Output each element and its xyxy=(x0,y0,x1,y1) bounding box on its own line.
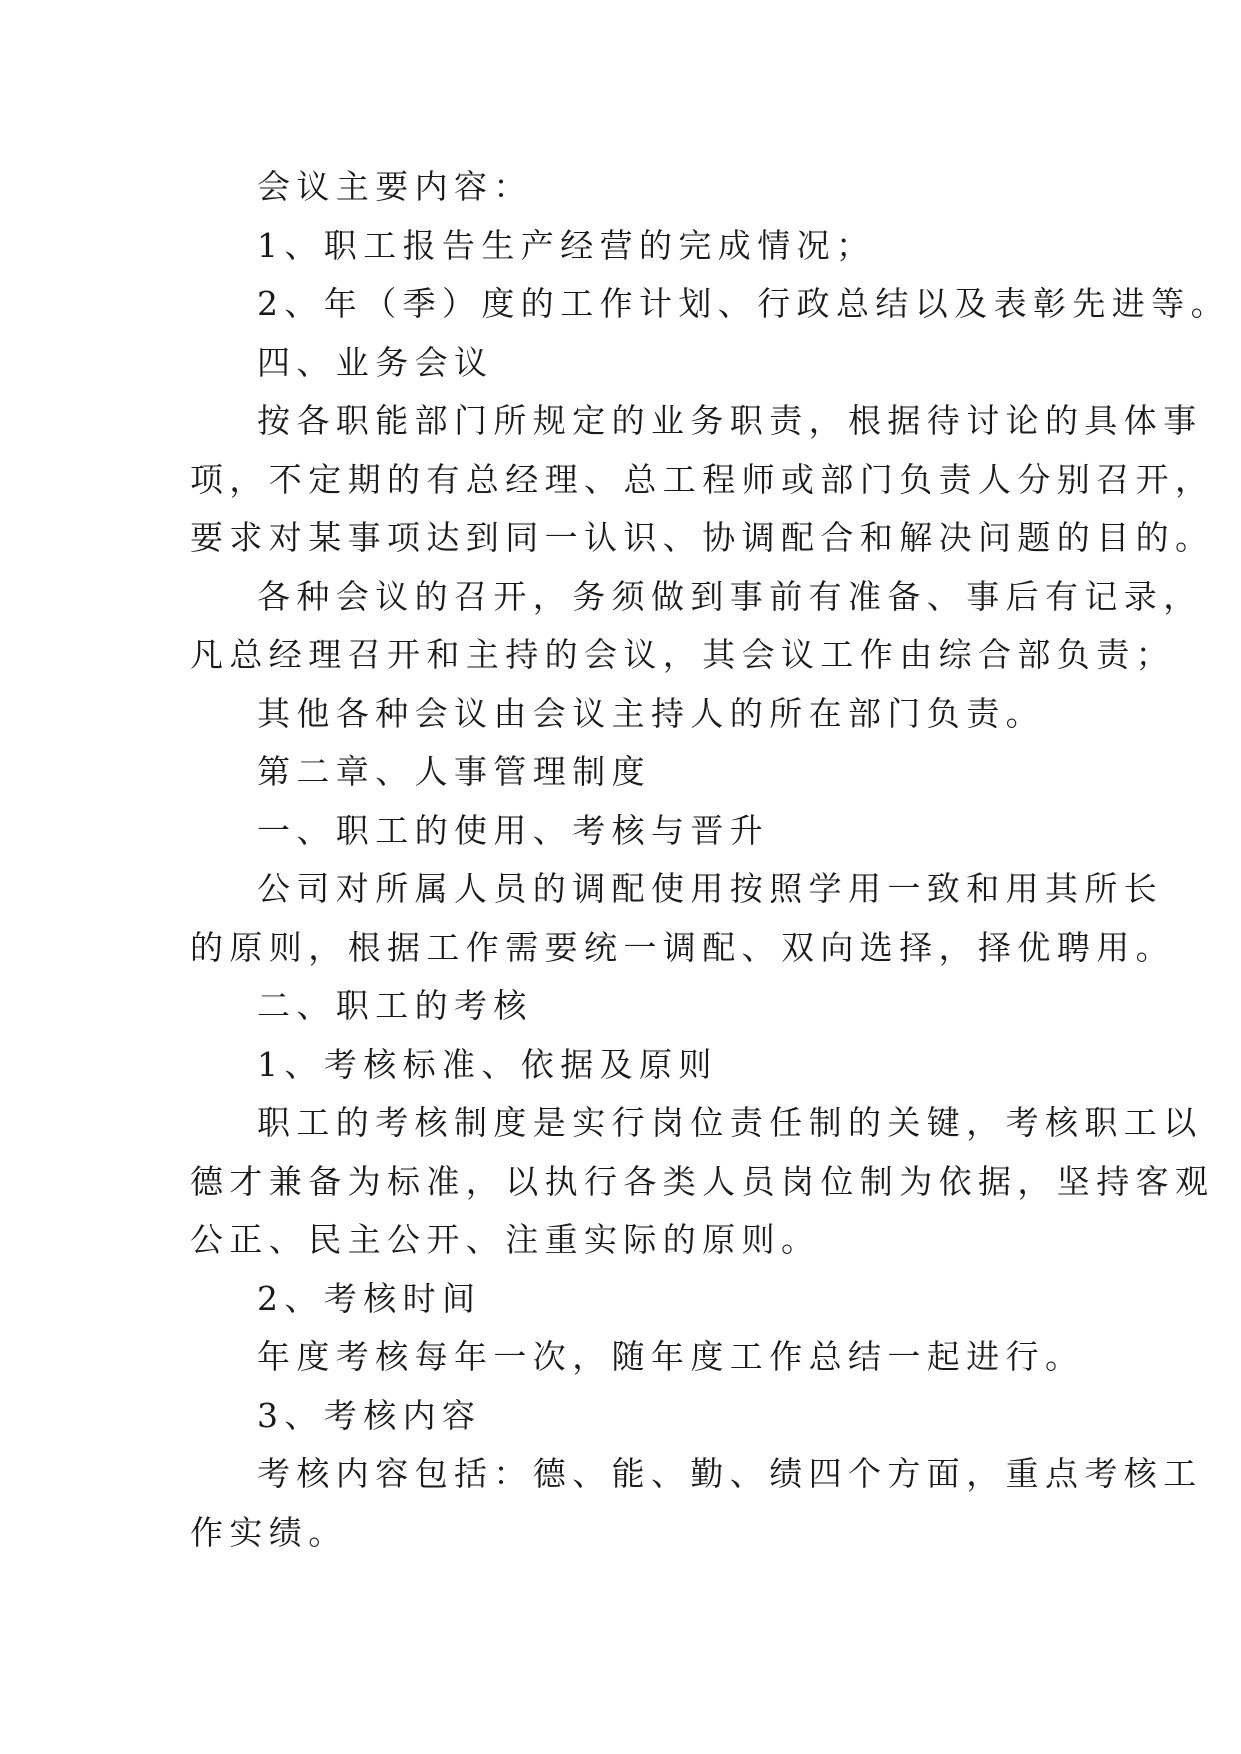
paragraph-line: 公正、民主公开、注重实际的原则。 xyxy=(190,1220,821,1259)
paragraph-line: 公司对所属人员的调配使用按照学用一致和用其所长 xyxy=(257,869,1164,908)
subsection-heading: 1、考核标准、依据及原则 xyxy=(257,1044,718,1084)
paragraph-line: 的原则，根据工作需要统一调配、双向选择，择优聘用。 xyxy=(190,927,1175,967)
paragraph-line: 其他各种会议由会议主持人的所在部门负责。 xyxy=(257,693,1045,733)
subsection-heading: 3、考核内容 xyxy=(257,1395,482,1435)
section-heading: 四、业务会议 xyxy=(257,342,494,382)
paragraph-line: 按各职能部门所规定的业务职责，根据待讨论的具体事 xyxy=(257,401,1203,440)
section-heading: 二、职工的考核 xyxy=(257,986,533,1025)
paragraph-line: 职工的考核制度是实行岗位责任制的关键，考核职工以 xyxy=(257,1103,1203,1142)
paragraph-line: 作实绩。 xyxy=(190,1512,348,1552)
paragraph-line: 年度考核每年一次，随年度工作总结一起进行。 xyxy=(257,1337,1085,1376)
paragraph-line: 项，不定期的有总经理、总工程师或部门负责人分别召开， xyxy=(190,459,1215,499)
paragraph-line: 2、年（季）度的工作计划、行政总结以及表彰先进等。 xyxy=(257,284,1230,323)
subsection-heading: 2、考核时间 xyxy=(257,1278,482,1318)
section-heading: 一、职工的使用、考核与晋升 xyxy=(257,810,770,850)
paragraph-line: 德才兼备为标准，以执行各类人员岗位制为依据，坚持客观 xyxy=(190,1161,1215,1201)
paragraph-line: 凡总经理召开和主持的会议，其会议工作由综合部负责； xyxy=(190,635,1175,674)
paragraph-line: 考核内容包括：德、能、勤、绩四个方面，重点考核工 xyxy=(257,1454,1203,1493)
chapter-heading: 第二章、人事管理制度 xyxy=(257,752,651,791)
paragraph-line: 会议主要内容： xyxy=(257,167,533,206)
paragraph-line: 各种会议的召开，务须做到事前有准备、事后有记录， xyxy=(257,576,1203,616)
document-body xyxy=(190,158,1230,1562)
paragraph-line: 1、职工报告生产经营的完成情况； xyxy=(257,225,876,265)
paragraph-line: 要求对某事项达到同一认识、协调配合和解决问题的目的。 xyxy=(190,518,1215,557)
